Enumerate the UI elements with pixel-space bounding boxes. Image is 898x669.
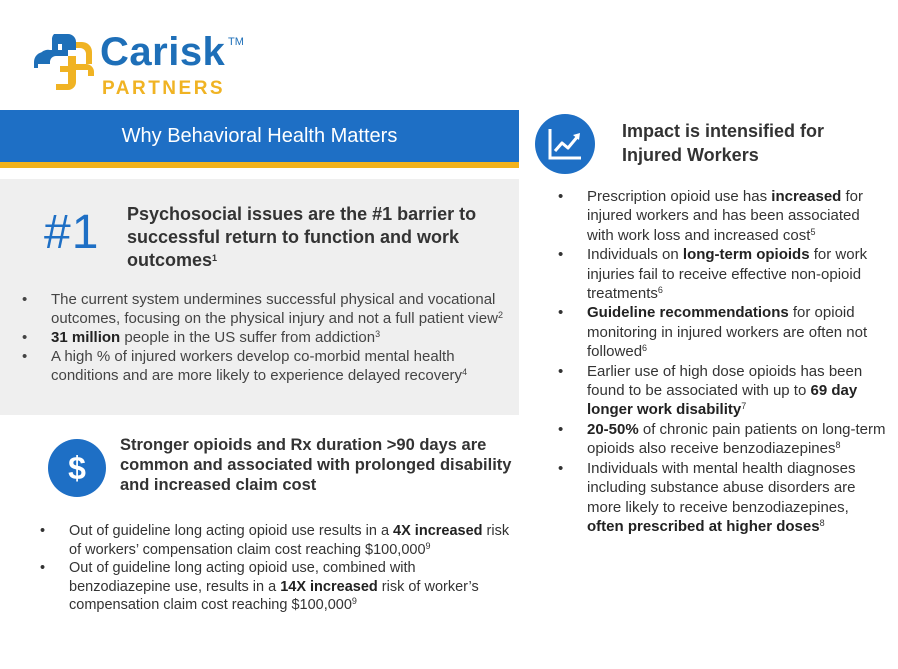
key-fact-headline: Psychosocial issues are the #1 barrier to successful return to function and work outcomes$^1$ [127,204,477,270]
key-fact-list [20,290,510,385]
cost-headline: Stronger opioids and Rx duration >90 days are common and associated with prolonged disability and increased claim cost [120,436,512,494]
list-item: • A high % of injured workers develop co-morbid mental health conditions and are more likely to experience delayed recovery$^4$ [20,347,510,385]
dollar-icon: $ [48,439,106,497]
list-item: • Out of guideline long acting opioid use results in a 4X increased risk of workers’ compensation claim cost reaching $100,000$^9$ [38,522,516,559]
list-item: • Individuals with mental health diagnoses including substance abuse disorders are more likely to receive benzodiazepines, often prescribed at higher doses$^8$ [556,459,886,537]
trend-chart-icon [535,114,595,174]
carisk-logo [32,22,262,102]
banner-title: Why Behavioral Health Matters [121,125,398,147]
list-item: • Individuals on long-term opioids for work injuries fail to receive effective non-opioid treatments$^6$ [556,245,886,303]
impact-list [556,187,886,536]
impact-headline: Impact is intensified for Injured Workers [622,121,825,165]
logo-name: Carisk [100,30,226,74]
logo-trademark: TM [228,36,244,48]
interlocking-cross-logo-icon [32,28,96,92]
list-item: • Earlier use of high dose opioids has been found to be associated with up to 69 day longer work disability$^7$ [556,362,886,420]
list-item: • 20-50% of chronic pain patients on long-term opioids also receive benzodiazepines$^8$ [556,420,886,459]
cost-list [38,522,516,615]
list-item: • The current system undermines successful physical and vocational outcomes, focusing on the physical injury and not a full patient view$^2$ [20,290,510,328]
big-number: #1 [44,206,100,259]
list-item: • Prescription opioid use has increased for injured workers and has been associated with work loss and increased cost$^5$ [556,187,886,245]
list-item: • 31 million people in the US suffer from addiction$^3$ [20,328,510,347]
list-item: • Out of guideline long acting opioid use, combined with benzodiazepine use, results in a 14X increased risk of worker’s compensation claim cost reaching $100,000$^9$ [38,559,516,615]
list-item: • Guideline recommendations for opioid monitoring in injured workers are often not followed$^6$ [556,303,886,361]
logo-subtitle: PARTNERS [102,78,226,99]
section-banner [0,110,519,168]
